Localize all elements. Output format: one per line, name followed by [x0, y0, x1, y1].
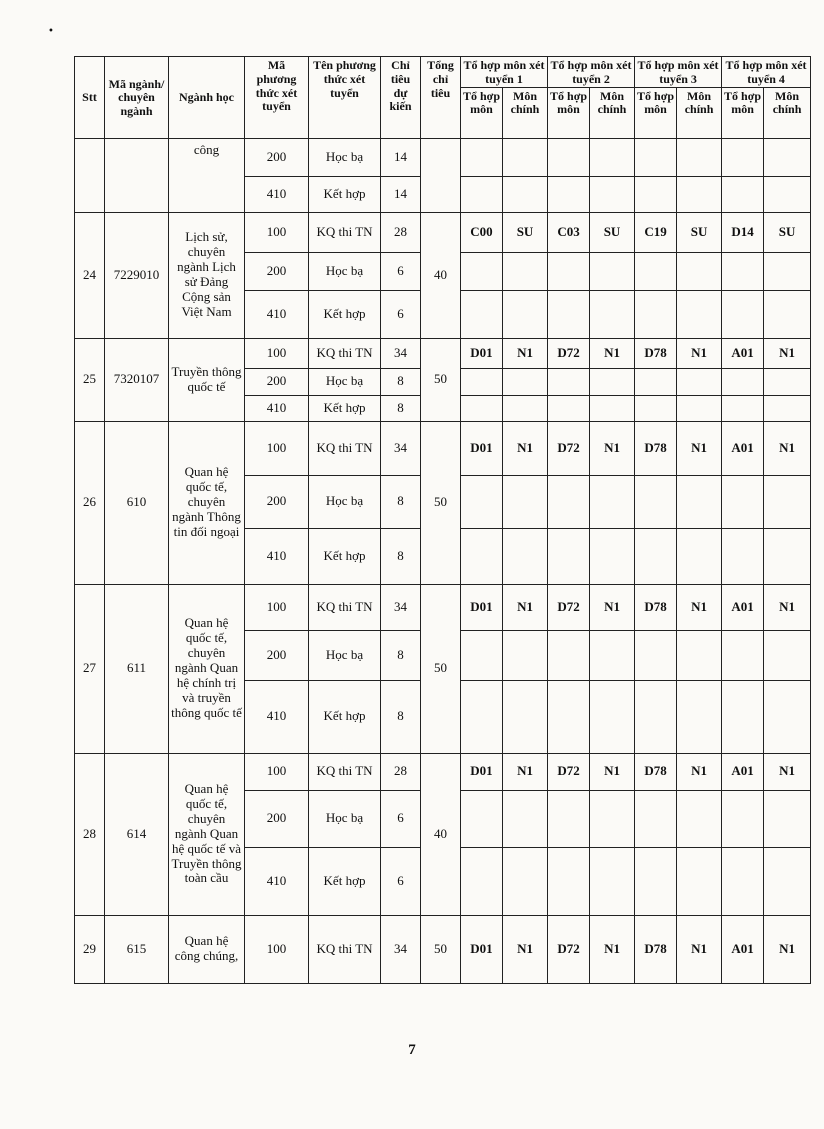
row-stt: 28	[75, 753, 105, 915]
subject-combo: D78	[635, 338, 677, 368]
quota: 6	[381, 290, 421, 338]
table-body	[75, 138, 811, 212]
quota: 14	[381, 176, 421, 212]
main-subject: SU	[764, 212, 811, 252]
header-stt: Stt	[75, 57, 105, 139]
subject-combo: D78	[635, 421, 677, 475]
quota: 6	[381, 252, 421, 290]
main-subject: N1	[503, 338, 548, 368]
header-mon-chinh: Môn chính	[590, 87, 635, 138]
main-subject: N1	[677, 753, 722, 790]
quota: 6	[381, 790, 421, 847]
row-stt: 24	[75, 212, 105, 338]
scan-mark: •	[48, 26, 54, 37]
method-name: Kết hợp	[309, 528, 381, 584]
row-program-code: 611	[105, 584, 169, 753]
row-program-name: Quan hệ quốc tế, chuyên ngành Quan hệ chính trị và truyền thông quốc tế	[169, 584, 245, 753]
subject-combo: A01	[722, 338, 764, 368]
header-mon-chinh: Môn chính	[677, 87, 722, 138]
subject-combo: C00	[461, 212, 503, 252]
row-program-code: 7320107	[105, 338, 169, 421]
method-name: KQ thi TN	[309, 753, 381, 790]
method-code: 410	[245, 528, 309, 584]
subject-combo: D72	[548, 338, 590, 368]
method-name: Học bạ	[309, 368, 381, 395]
subject-combo: D72	[548, 915, 590, 983]
subject-combo: D01	[461, 915, 503, 983]
subject-combo: C19	[635, 212, 677, 252]
quota: 34	[381, 915, 421, 983]
row-program-name: Truyền thông quốc tế	[169, 338, 245, 421]
method-code: 200	[245, 368, 309, 395]
main-subject: N1	[590, 915, 635, 983]
table-row	[75, 338, 811, 368]
quota: 34	[381, 338, 421, 368]
main-subject: N1	[677, 338, 722, 368]
subject-combo: D78	[635, 915, 677, 983]
method-code: 100	[245, 338, 309, 368]
method-name: KQ thi TN	[309, 915, 381, 983]
row-stt: 27	[75, 584, 105, 753]
method-code: 410	[245, 847, 309, 915]
table-row	[75, 915, 811, 983]
main-subject: N1	[764, 421, 811, 475]
quota: 8	[381, 368, 421, 395]
main-subject: N1	[764, 753, 811, 790]
main-subject: N1	[503, 584, 548, 630]
header-ten-phuong-thuc: Tên phương thức xét tuyển	[309, 57, 381, 139]
main-subject: N1	[590, 421, 635, 475]
header-mon-chinh: Môn chính	[503, 87, 548, 138]
method-name: Kết hợp	[309, 680, 381, 753]
header-ma-nganh: Mã ngành/ chuyên ngành	[105, 57, 169, 139]
header-group-1: Tổ hợp môn xét tuyển 1	[461, 57, 548, 88]
method-name: Kết hợp	[309, 290, 381, 338]
quota: 34	[381, 584, 421, 630]
method-code: 200	[245, 630, 309, 680]
subject-combo: A01	[722, 753, 764, 790]
quota: 34	[381, 421, 421, 475]
subject-combo: D01	[461, 584, 503, 630]
main-subject: N1	[764, 584, 811, 630]
subject-combo: A01	[722, 584, 764, 630]
method-name: Học bạ	[309, 790, 381, 847]
total-quota: 50	[421, 338, 461, 421]
method-code: 410	[245, 176, 309, 212]
method-code: 200	[245, 252, 309, 290]
row-program-code: 7229010	[105, 212, 169, 338]
total-quota: 40	[421, 212, 461, 338]
header-tong-chi-tieu: Tổng chỉ tiêu	[421, 57, 461, 139]
total-quota: 50	[421, 421, 461, 584]
table-row	[75, 421, 811, 475]
main-subject: SU	[677, 212, 722, 252]
method-name: Học bạ	[309, 252, 381, 290]
method-name: Học bạ	[309, 475, 381, 528]
subject-combo: D14	[722, 212, 764, 252]
main-subject: N1	[590, 584, 635, 630]
subject-combo: A01	[722, 915, 764, 983]
method-name: Kết hợp	[309, 176, 381, 212]
method-name: KQ thi TN	[309, 584, 381, 630]
row-program-name: Quan hệ công chúng,	[169, 915, 245, 983]
total-quota: 50	[421, 915, 461, 983]
subject-combo: D01	[461, 753, 503, 790]
header-to-hop-mon: Tổ hợp môn	[461, 87, 503, 138]
main-subject: N1	[590, 338, 635, 368]
quota: 8	[381, 395, 421, 421]
subject-combo: D78	[635, 753, 677, 790]
method-name: KQ thi TN	[309, 338, 381, 368]
method-name: Kết hợp	[309, 395, 381, 421]
row-program-code: 615	[105, 915, 169, 983]
main-subject: N1	[503, 915, 548, 983]
page-number: 7	[408, 1042, 416, 1058]
admissions-table	[74, 56, 811, 984]
main-subject: N1	[503, 421, 548, 475]
main-subject: SU	[503, 212, 548, 252]
main-subject: N1	[503, 753, 548, 790]
program-name: công	[169, 138, 245, 212]
method-code: 100	[245, 915, 309, 983]
subject-combo: D72	[548, 753, 590, 790]
total-quota: 50	[421, 584, 461, 753]
subject-combo: A01	[722, 421, 764, 475]
method-name: Kết hợp	[309, 847, 381, 915]
total-quota: 40	[421, 753, 461, 915]
row-program-code: 614	[105, 753, 169, 915]
quota: 8	[381, 475, 421, 528]
subject-combo: D72	[548, 421, 590, 475]
row-stt: 26	[75, 421, 105, 584]
header-group-3: Tổ hợp môn xét tuyển 3	[635, 57, 722, 88]
method-code: 200	[245, 475, 309, 528]
main-subject: N1	[677, 584, 722, 630]
header-nganh-hoc: Ngành học	[169, 57, 245, 139]
main-subject: N1	[677, 915, 722, 983]
quota: 8	[381, 528, 421, 584]
header-group-2: Tổ hợp môn xét tuyển 2	[548, 57, 635, 88]
method-code: 200	[245, 138, 309, 176]
subject-combo: D72	[548, 584, 590, 630]
row-program-name: Quan hệ quốc tế, chuyên ngành Quan hệ quốc tế và Truyền thông toàn cầu	[169, 753, 245, 915]
table-row	[75, 753, 811, 790]
method-code: 410	[245, 395, 309, 421]
method-name: Học bạ	[309, 630, 381, 680]
row-program-name: Lịch sử, chuyên ngành Lịch sử Đảng Cộng sản Việt Nam	[169, 212, 245, 338]
header-to-hop-mon: Tổ hợp môn	[635, 87, 677, 138]
method-code: 100	[245, 212, 309, 252]
method-name: KQ thi TN	[309, 421, 381, 475]
subject-combo: C03	[548, 212, 590, 252]
main-subject: N1	[590, 753, 635, 790]
table-header	[75, 57, 811, 139]
method-name: Học bạ	[309, 138, 381, 176]
table-row	[75, 138, 811, 176]
method-code: 410	[245, 680, 309, 753]
main-subject: SU	[590, 212, 635, 252]
header-ma-phuong-thuc: Mã phương thức xét tuyển	[245, 57, 309, 139]
header-to-hop-mon: Tổ hợp môn	[548, 87, 590, 138]
quota: 28	[381, 753, 421, 790]
main-subject: N1	[764, 915, 811, 983]
row-program-code: 610	[105, 421, 169, 584]
row-program-name: Quan hệ quốc tế, chuyên ngành Thông tin đối ngoại	[169, 421, 245, 584]
subject-combo: D01	[461, 421, 503, 475]
method-name: KQ thi TN	[309, 212, 381, 252]
subject-combo: D78	[635, 584, 677, 630]
method-code: 100	[245, 421, 309, 475]
method-code: 200	[245, 790, 309, 847]
row-stt: 29	[75, 915, 105, 983]
header-mon-chinh: Môn chính	[764, 87, 811, 138]
header-to-hop-mon: Tổ hợp môn	[722, 87, 764, 138]
program-rows	[75, 212, 811, 983]
method-code: 410	[245, 290, 309, 338]
quota: 28	[381, 212, 421, 252]
table-row	[75, 584, 811, 630]
header-group-4: Tổ hợp môn xét tuyển 4	[722, 57, 811, 88]
quota: 6	[381, 847, 421, 915]
quota: 8	[381, 680, 421, 753]
row-stt: 25	[75, 338, 105, 421]
table-row	[75, 212, 811, 252]
main-subject: N1	[677, 421, 722, 475]
header-chi-tieu-du-kien: Chỉ tiêu dự kiến	[381, 57, 421, 139]
subject-combo: D01	[461, 338, 503, 368]
method-code: 100	[245, 753, 309, 790]
method-code: 100	[245, 584, 309, 630]
main-subject: N1	[764, 338, 811, 368]
quota: 8	[381, 630, 421, 680]
quota: 14	[381, 138, 421, 176]
